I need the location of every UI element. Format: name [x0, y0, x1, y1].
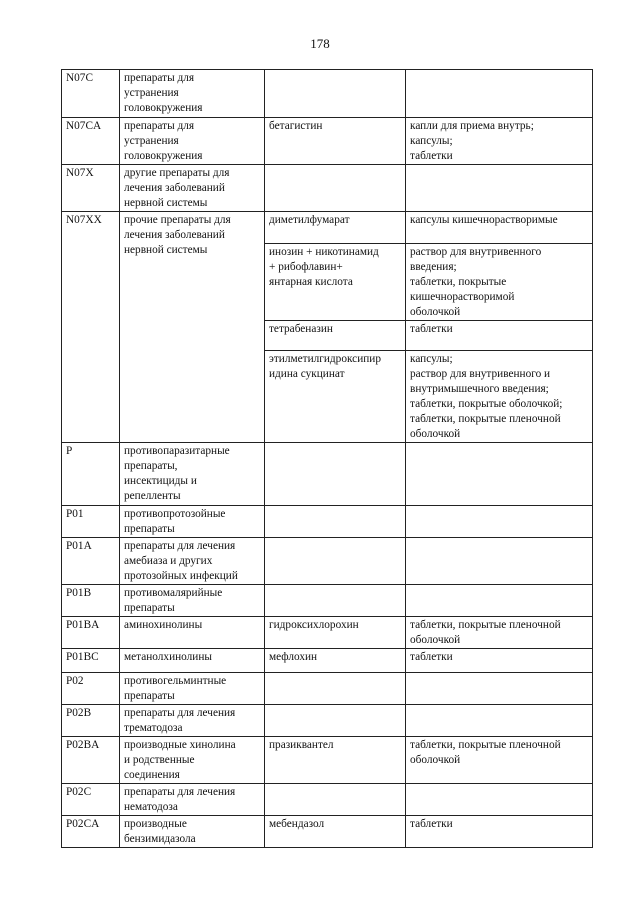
- drug-name-cell: [265, 673, 406, 705]
- drug-name-cell: [265, 538, 406, 585]
- drug-name-cell: диметилфумарат: [265, 212, 406, 244]
- atc-code-cell: N07X: [62, 165, 120, 212]
- dosage-form-cell: [406, 673, 593, 705]
- group-name-cell: другие препараты для лечения заболеваний нервной системы: [120, 165, 265, 212]
- atc-code-cell: P02: [62, 673, 120, 705]
- group-name-cell: противопаразитарные препараты, инсектициды и репелленты: [120, 443, 265, 506]
- table-row: [62, 585, 593, 617]
- atc-code-cell: P01A: [62, 538, 120, 585]
- dosage-form-cell: [406, 70, 593, 118]
- atc-code-cell: P01BC: [62, 649, 120, 673]
- dosage-form-cell: таблетки: [406, 321, 593, 351]
- dosage-form-cell: [406, 443, 593, 506]
- drug-name-cell: [265, 784, 406, 816]
- atc-code-cell: P01BA: [62, 617, 120, 649]
- group-name-cell: аминохинолины: [120, 617, 265, 649]
- atc-code-cell: P01: [62, 506, 120, 538]
- table-row: [62, 506, 593, 538]
- group-name-cell: производные хинолина и родственные соединения: [120, 737, 265, 784]
- drug-name-cell: гидроксихлорохин: [265, 617, 406, 649]
- atc-code-cell: P02C: [62, 784, 120, 816]
- drug-name-cell: бетагистин: [265, 118, 406, 165]
- dosage-form-cell: таблетки, покрытые пленочной оболочкой: [406, 617, 593, 649]
- table-row: [62, 784, 593, 816]
- atc-code-cell: N07C: [62, 70, 120, 118]
- dosage-form-cell: таблетки: [406, 816, 593, 848]
- atc-code-cell: P02CA: [62, 816, 120, 848]
- table-row: [62, 538, 593, 585]
- atc-code-cell: P02B: [62, 705, 120, 737]
- group-name-cell: противомалярийные препараты: [120, 585, 265, 617]
- dosage-form-cell: капсулы; раствор для внутривенного и внутримышечного введения; таблетки, покрытые оболочкой; таблетки, покрытые пленочной оболочкой: [406, 351, 593, 443]
- drug-name-cell: мебендазол: [265, 816, 406, 848]
- drug-name-cell: этилметилгидроксипир идина сукцинат: [265, 351, 406, 443]
- table-row: [62, 165, 593, 212]
- group-name-cell: прочие препараты для лечения заболеваний нервной системы: [120, 212, 265, 443]
- drug-name-cell: тетрабеназин: [265, 321, 406, 351]
- atc-code-cell: P01B: [62, 585, 120, 617]
- drug-classification-table: [61, 69, 593, 848]
- group-name-cell: препараты для лечения амебиаза и других протозойных инфекций: [120, 538, 265, 585]
- atc-code-cell: P02BA: [62, 737, 120, 784]
- dosage-form-cell: [406, 506, 593, 538]
- dosage-form-cell: [406, 165, 593, 212]
- table-row: [62, 737, 593, 784]
- dosage-form-cell: [406, 585, 593, 617]
- dosage-form-cell: таблетки: [406, 649, 593, 673]
- group-name-cell: препараты для устранения головокружения: [120, 118, 265, 165]
- drug-name-cell: инозин + никотинамид + рибофлавин+ янтарная кислота: [265, 244, 406, 321]
- drug-name-cell: [265, 585, 406, 617]
- table-row: [62, 118, 593, 165]
- dosage-form-cell: раствор для внутривенного введения; таблетки, покрытые кишечнорастворимой оболочкой: [406, 244, 593, 321]
- dosage-form-cell: таблетки, покрытые пленочной оболочкой: [406, 737, 593, 784]
- group-name-cell: противогельминтные препараты: [120, 673, 265, 705]
- drug-name-cell: [265, 165, 406, 212]
- group-name-cell: препараты для устранения головокружения: [120, 70, 265, 118]
- dosage-form-cell: [406, 538, 593, 585]
- dosage-form-cell: [406, 784, 593, 816]
- dosage-form-cell: капли для приема внутрь; капсулы; таблетки: [406, 118, 593, 165]
- table-row: [62, 649, 593, 673]
- atc-code-cell: P: [62, 443, 120, 506]
- dosage-form-cell: [406, 705, 593, 737]
- dosage-form-cell: капсулы кишечнорастворимые: [406, 212, 593, 244]
- table-row: [62, 212, 593, 244]
- atc-code-cell: N07CA: [62, 118, 120, 165]
- group-name-cell: препараты для лечения трематодоза: [120, 705, 265, 737]
- drug-name-cell: мефлохин: [265, 649, 406, 673]
- group-name-cell: препараты для лечения нематодоза: [120, 784, 265, 816]
- drug-name-cell: [265, 443, 406, 506]
- drug-name-cell: [265, 705, 406, 737]
- table-row: [62, 70, 593, 118]
- table-row: [62, 816, 593, 848]
- page-number: 178: [310, 36, 330, 51]
- table-row: [62, 443, 593, 506]
- group-name-cell: производные бензимидазола: [120, 816, 265, 848]
- drug-name-cell: [265, 506, 406, 538]
- table-row: [62, 673, 593, 705]
- table-row: [62, 705, 593, 737]
- drug-name-cell: [265, 70, 406, 118]
- group-name-cell: метанолхинолины: [120, 649, 265, 673]
- group-name-cell: противопротозойные препараты: [120, 506, 265, 538]
- atc-code-cell: N07XX: [62, 212, 120, 443]
- table-row: [62, 617, 593, 649]
- drug-name-cell: празиквантел: [265, 737, 406, 784]
